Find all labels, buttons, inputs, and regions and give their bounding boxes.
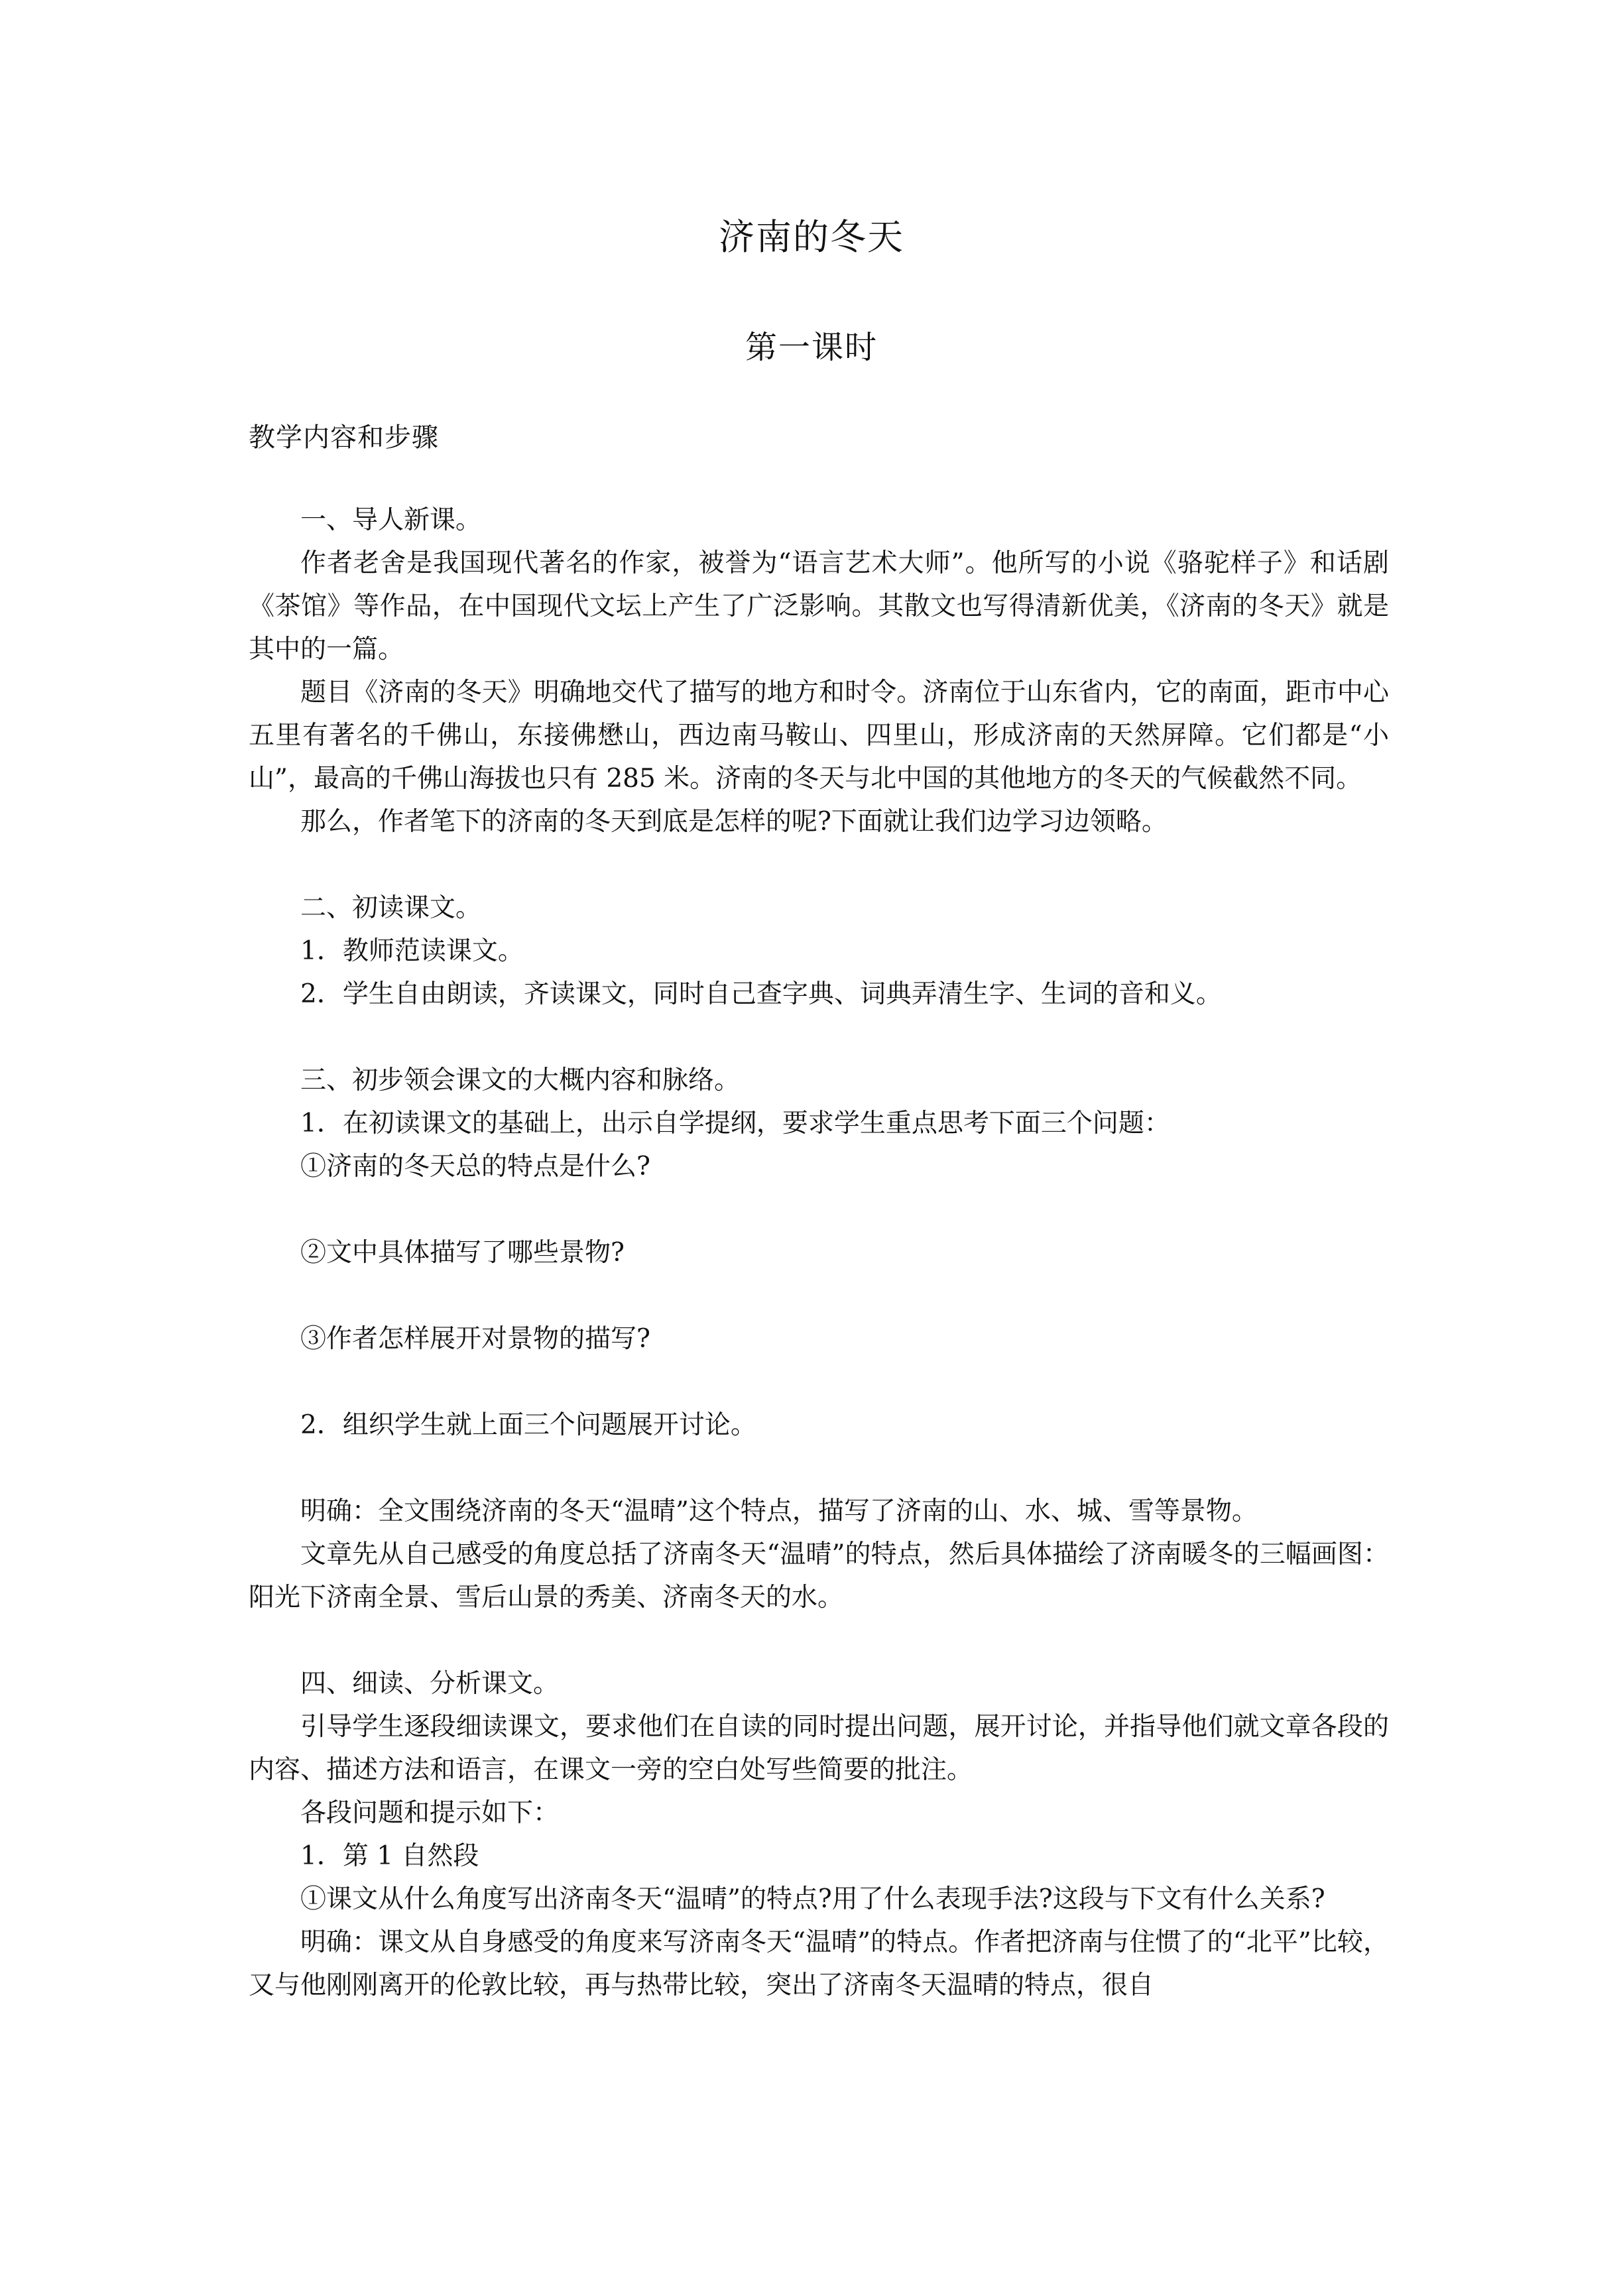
paragraph: 二、初读课文。	[300, 893, 482, 923]
spacer	[249, 1016, 1389, 1059]
paragraph: 那么，作者笔下的济南的冬天到底是怎样的呢?下面就让我们边学习边领略。	[300, 807, 1168, 837]
paragraph: 题目《济南的冬天》明确地交代了描写的地方和时令。济南位于山东省内，它的南面，距市中心五里有著名的千佛山，东接佛懋山，西边南马鞍山、四里山，形成济南的天然屏障。它们都是“小山”，最高的千佛山海拔也只有 285 米。济南的冬天与北中国的其他地方的冬天的气候截然不同。	[249, 678, 1389, 794]
paragraph: ②文中具体描写了哪些景物?	[300, 1238, 625, 1268]
paragraph: 1．在初读课文的基础上，出示自学提纲，要求学生重点思考下面三个问题：	[300, 1109, 1170, 1138]
spacer	[249, 1447, 1389, 1490]
lesson-subtitle: 第一课时	[745, 329, 878, 366]
paragraph: 明确：课文从自身感受的角度来写济南冬天“温晴”的特点。作者把济南与住惯了的“北平”比较，又与他刚刚离开的伦敦比较，再与热带比较，突出了济南冬天温晴的特点，很自	[249, 1927, 1389, 2000]
paragraph: 2．学生自由朗读，齐读课文，同时自己查字典、词典弄清生字、生词的音和义。	[300, 979, 1222, 1009]
paragraph: ③作者怎样展开对景物的描写?	[300, 1324, 650, 1354]
paragraph: 四、细读、分析课文。	[300, 1669, 560, 1699]
paragraph: 作者老舍是我国现代著名的作家，被誉为“语言艺术大师”。他所写的小说《骆驼样子》和话剧《茶馆》等作品，在中国现代文坛上产生了广泛影响。其散文也写得清新优美，《济南的冬天》就是其中的一篇。	[249, 548, 1389, 664]
paragraph: 1．教师范读课文。	[300, 936, 524, 966]
paragraph: ①课文从什么角度写出济南冬天“温晴”的特点?用了什么表现手法?这段与下文有什么关系?	[300, 1884, 1325, 1914]
paragraph: 三、初步领会课文的大概内容和脉络。	[300, 1065, 741, 1095]
spacer	[249, 1360, 1389, 1404]
paragraph: 文章先从自己感受的角度总括了济南冬天“温晴”的特点，然后具体描绘了济南暖冬的三幅画图：阳光下济南全景、雪后山景的秀美、济南冬天的水。	[249, 1540, 1389, 1612]
section-heading: 教学内容和步骤	[249, 422, 439, 453]
spacer	[249, 1619, 1389, 1662]
paragraph: 明确：全文围绕济南的冬天“温晴”这个特点，描写了济南的山、水、城、雪等景物。	[300, 1496, 1258, 1526]
paragraph: 2．组织学生就上面三个问题展开讨论。	[300, 1410, 756, 1440]
body-text	[249, 499, 1389, 2007]
spacer	[249, 1188, 1389, 1231]
paragraph: 一、导人新课。	[300, 505, 482, 535]
paragraph: 引导学生逐段细读课文，要求他们在自读的同时提出问题，展开讨论，并指导他们就文章各段的内容、描述方法和语言，在课文一旁的空白处写些简要的批注。	[249, 1712, 1389, 1785]
paragraph: 各段问题和提示如下：	[300, 1798, 560, 1828]
document-title: 济南的冬天	[719, 216, 904, 258]
paragraph: 1．第 1 自然段	[300, 1841, 479, 1871]
paragraph: ①济南的冬天总的特点是什么?	[300, 1152, 650, 1181]
spacer	[249, 843, 1389, 886]
spacer	[249, 1274, 1389, 1317]
